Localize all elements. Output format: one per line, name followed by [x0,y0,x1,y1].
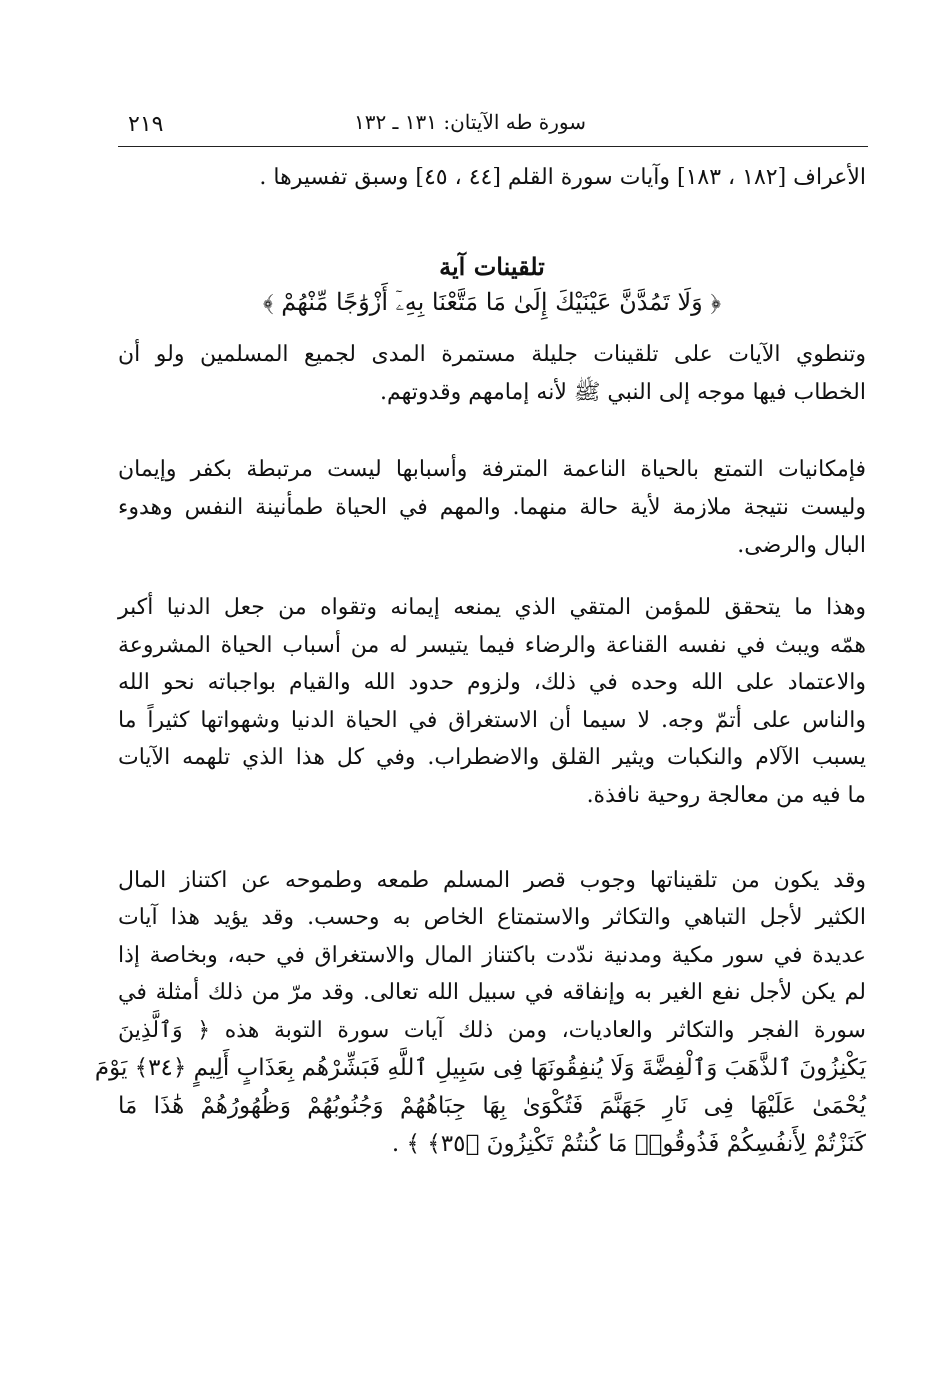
section-heading: تلقينات آية [439,252,545,281]
header-rule [118,146,868,147]
text-line: لم يكن لأجل نفع الغير به وإنفاقه في سبيل الله تعالى. وقد مرّ من ذلك أمثلة في [118,980,866,1005]
text-line: وهذا ما يتحقق للمؤمن المتقي الذي يمنعه إيمانه وتقواه من جعل الدنيا أكبر [118,595,866,620]
quran-line: كَنَزْتُمْ لِأَنفُسِكُمْ فَذُوقُوا۟ مَا كُنتُمْ تَكْنِزُونَ ﴿٣٥﴾ ﴾ . [391,1131,866,1157]
header-title: سورة طه الآيتان: ١٣١ ـ ١٣٢ [353,110,587,134]
text-line: سورة الفجر والتكاثر والعاديات، ومن ذلك آيات سورة التوبة هذه ﴿ وَٱلَّذِينَ [118,1018,866,1043]
text-line: يسبب الآلام والنكبات ويثير القلق والاضطراب. وفي كل هذا الذي تلهمه الآيات [118,745,866,770]
text-line: وقد يكون من تلقيناتها وجوب قصر المسلم طمعه وطموحه عن اكتناز المال [118,868,866,893]
text-line: همّه ويبث في نفسه القناعة والرضاء فيما يتيسر له من أسباب الحياة المشروعة [118,633,866,658]
text-line: ما فيه من معالجة روحية نافذة. [586,783,866,808]
page-number: ٢١٩ [128,112,164,137]
text-line: والاعتماد على الله وحده في ذلك، ولزوم حدود الله والقيام بواجباته نحو الله [118,670,866,695]
text-line: والناس على أتمّ وجه. لا سيما أن الاستغراق في الحياة الدنيا وشهواتها كثيراً ما [118,708,866,733]
text-line: عديدة في سور مكية ومدنية ندّدت باكتناز المال والاستغراق في حبه، وبخاصة إذا [118,943,866,968]
quran-line: يَكْنِزُونَ ٱلذَّهَبَ وَٱلْفِضَّةَ وَلَا يُنفِقُونَهَا فِى سَبِيلِ ٱللَّهِ فَبَشِّرْهُم بِعَذَابٍ أَلِيمٍ ﴿٣٤﴾ يَوْمَ [94,1055,866,1081]
text-line: وليست نتيجة ملازمة لأية حالة منهما. والمهم في الحياة طمأنينة النفس وهدوء [118,495,866,520]
text-line: الكثير لأجل التباهي والتكاثر والاستمتاع الخاص به وحسب. وقد يؤيد هذا آيات [118,905,866,930]
text-line: فإمكانيات التمتع بالحياة الناعمة المترفة وأسبابها ليست مرتبطة بكفر وإيمان [118,457,866,482]
text-line: وتنطوي الآيات على تلقينات جليلة مستمرة المدى لجميع المسلمين ولو أن [118,342,866,367]
quran-verse: ﴿ وَلَا تَمُدَّنَّ عَيْنَيْكَ إِلَىٰ مَا مَتَّعْنَا بِهِۦٓ أَزْوَٰجًا مِّنْهُمْ ﴾ [262,288,722,316]
intro-line: الأعراف [١٨٢ ، ١٨٣] وآيات سورة القلم [٤٤ ، ٤٥] وسبق تفسيرها . [259,165,866,190]
text-line: الخطاب فيها موجه إلى النبي ﷺ لأنه إمامهم وقدوتهم. [380,380,866,405]
text-line: البال والرضى. [737,533,866,558]
quran-line: يُحْمَىٰ عَلَيْهَا فِى نَارِ جَهَنَّمَ فَتُكْوَىٰ بِهَا جِبَاهُهُمْ وَجُنُوبُهُمْ وَظُهُورُهُمْ هَٰذَا مَا [118,1093,866,1119]
